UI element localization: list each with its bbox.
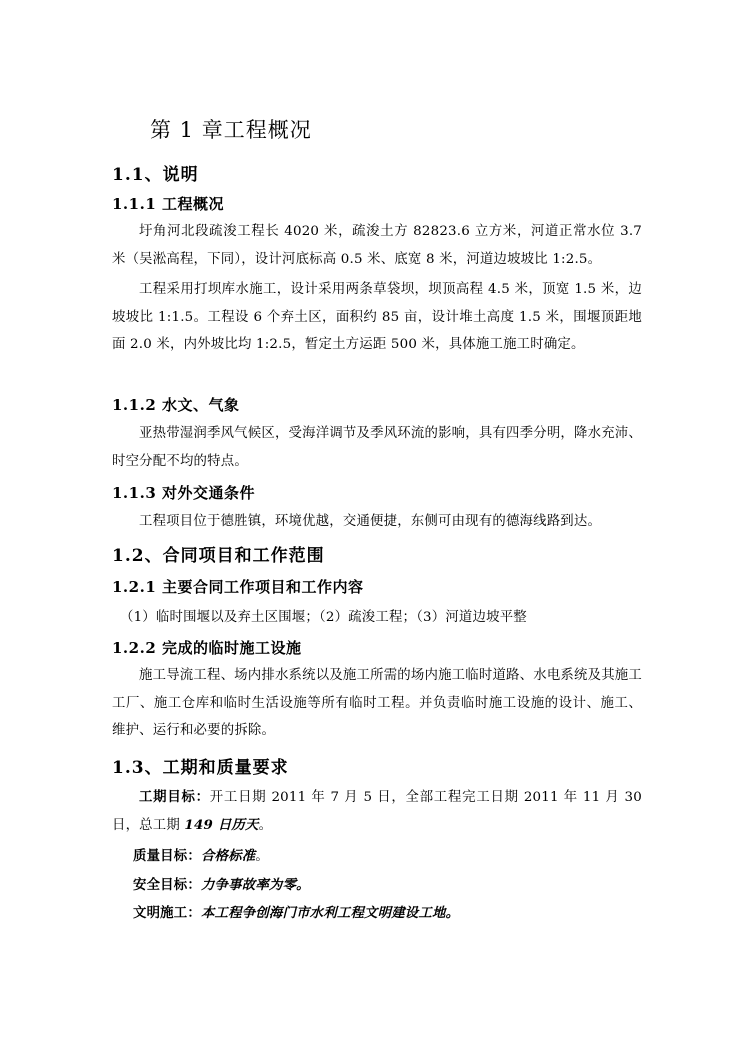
- chapter-title: 第 1 章工程概况: [150, 118, 312, 142]
- section-1-2-2-heading: 1.2.2 完成的临时施工设施: [112, 639, 302, 657]
- section-1-3-heading: 1.3、工期和质量要求: [112, 758, 289, 778]
- civil-construction-line: [133, 902, 459, 921]
- contract-items-line: （1）临时围堰以及弃土区围堰；（2）疏浚工程；（3）河道边坡平整: [120, 610, 527, 625]
- temporary-facilities-paragraph: 施工导流工程、场内排水系统以及施工所需的场内施工临时道路、水电系统及其施工工厂、施工仓库和临时生活设施等所有临时工程。并负责临时施工设施的设计、施工、维护、运行和必要的拆除。: [112, 668, 642, 738]
- schedule-text: 开工日期 2011 年 7 月 5 日，全部工程完工日期 2011 年 11 月 30 日，总工期: [112, 790, 642, 833]
- section-1-1-3-heading: 1.1.3 对外交通条件: [112, 484, 255, 502]
- schedule-days: 149 日历天: [184, 816, 259, 833]
- safety-label: 安全目标：: [133, 877, 201, 893]
- section-1-2-heading: 1.2、合同项目和工作范围: [112, 546, 325, 566]
- section-1-1-2-heading: 1.1.2 水文、气象: [112, 396, 240, 414]
- quality-end: 。: [255, 849, 269, 864]
- schedule-paragraph: [112, 784, 642, 839]
- civil-value: 本工程争创海门市水利工程文明建设工地。: [200, 905, 460, 921]
- safety-line: [133, 874, 310, 893]
- quality-label: 质量目标：: [133, 848, 201, 864]
- schedule-end: 。: [258, 817, 273, 833]
- quality-line: [133, 845, 269, 864]
- quality-value: 合格标准: [200, 848, 256, 864]
- construction-method-paragraph: 工程采用打坝库水施工，设计采用两条草袋坝，坝顶高程 4.5 米，顶宽 1.5 米，边坡坡比 1:1.5。工程设 6 个弃土区，面积约 85 亩，设计堆土高度 1.5 米，围堰顶距地面 2.0 米，内外坡比均 1:2.5，暂定土方运距 500 米，具体施工施工时确定。: [112, 282, 642, 352]
- hydrology-paragraph: 亚热带湿润季风气候区，受海洋调节及季风环流的影响，具有四季分明，降水充沛、时空分配不均的特点。: [112, 426, 642, 469]
- traffic-paragraph: 工程项目位于德胜镇，环境优越，交通便捷，东侧可由现有的德海线路到达。: [139, 514, 602, 529]
- section-1-1-heading: 1.1、说明: [112, 165, 199, 185]
- project-overview-paragraph: 圩角河北段疏浚工程长 4020 米，疏浚土方 82823.6 立方米，河道正常水位 3.7 米（吴淞高程，下同），设计河底标高 0.5 米、底宽 8 米，河道边坡坡比 1:2.5。: [112, 224, 642, 267]
- civil-label: 文明施工：: [133, 905, 201, 921]
- schedule-label: 工期目标：: [139, 789, 210, 805]
- safety-value: 力争事故率为零。: [200, 877, 310, 893]
- section-1-1-1-heading: 1.1.1 工程概况: [112, 195, 224, 213]
- section-1-2-1-heading: 1.2.1 主要合同工作项目和工作内容: [112, 578, 364, 596]
